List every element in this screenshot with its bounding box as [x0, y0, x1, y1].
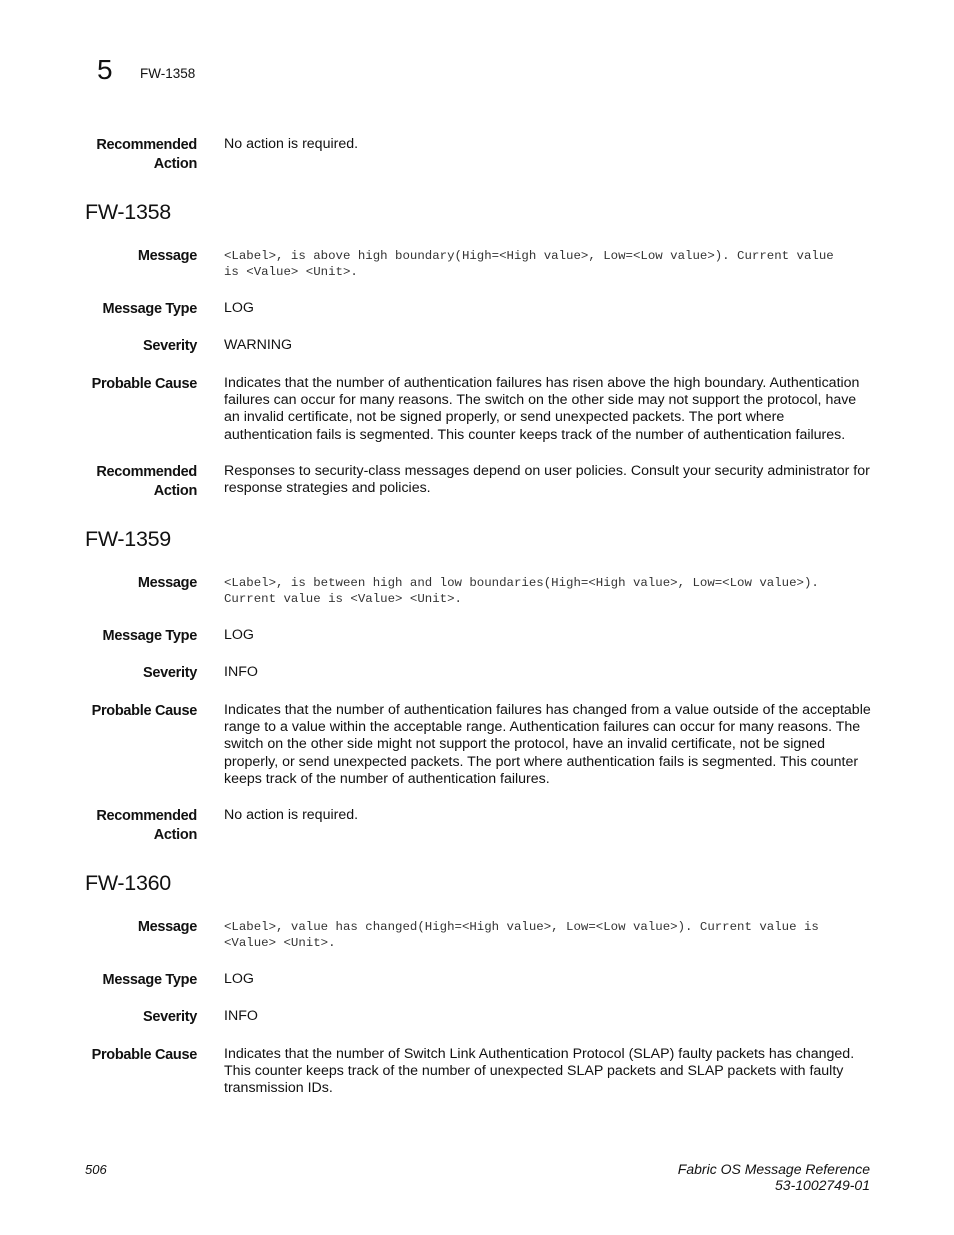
section-heading-fw-1358: FW-1358 [85, 200, 171, 224]
recommended-action-text: No action is required. [224, 807, 359, 823]
message-type-label: Message Type [102, 301, 197, 317]
probable-cause-label: Probable Cause [91, 376, 197, 392]
message-type-value: LOG [224, 971, 254, 987]
page-number: 506 [85, 1162, 107, 1177]
probable-cause-text: Indicates that the number of authentication failures has risen above the high boundary. Authentication failures can occur for many reasons. The switch on the other side may not support the protocol, have an invalid certificate, not be signed properly, or send unexpected packets. The port where authentication fails is segmented. This counter keeps track of the number of authentication failures. [224, 375, 860, 443]
message-type-value: LOG [224, 627, 254, 643]
recommended-action-label: Recommended Action [96, 137, 197, 172]
chapter-running-header: FW-1358 [140, 66, 196, 81]
recommended-action-label: Recommended Action [96, 464, 197, 499]
message-label: Message [137, 248, 197, 264]
footer-book-info [678, 1161, 870, 1193]
probable-cause-label: Probable Cause [91, 1047, 197, 1063]
section-heading-fw-1359: FW-1359 [85, 527, 171, 551]
message-type-label: Message Type [102, 972, 197, 988]
probable-cause-text: Indicates that the number of Switch Link Authentication Protocol (SLAP) faulty packets has changed. This counter keeps track of the number of unexpected SLAP packets and SLAP packets with faulty transmission IDs. [224, 1046, 855, 1097]
severity-label: Severity [142, 1009, 197, 1025]
severity-value: INFO [224, 664, 258, 680]
severity-label: Severity [142, 665, 197, 681]
severity-label: Severity [142, 338, 197, 354]
message-type-label: Message Type [102, 628, 197, 644]
probable-cause-text: Indicates that the number of authentication failures has changed from a value outside of the acceptable range to a value within the acceptable range. Authentication failures can occur for many reasons. The switch on the other side might not support the protocol, have an invalid certificate, not be signed properly, or send unexpected packets. The port where authentication fails is segmented. This counter keeps track of the number of authentication failures. [224, 702, 871, 787]
section-heading-fw-1360: FW-1360 [85, 871, 171, 895]
severity-value: WARNING [224, 337, 293, 353]
message-text: <Label>, value has changed(High=<High value>, Low=<Low value>). Current value is <Value> <Unit>. [224, 920, 819, 950]
probable-cause-label: Probable Cause [91, 703, 197, 719]
message-label: Message [137, 919, 197, 935]
document-number: 53-1002749-01 [775, 1177, 870, 1193]
recommended-action-text: Responses to security-class messages depend on user policies. Consult your security administrator for response strategies and policies. [224, 463, 870, 497]
message-text: <Label>, is between high and low boundaries(High=<High value>, Low=<Low value>). Current value is <Value> <Unit>. [224, 576, 819, 606]
severity-value: INFO [224, 1008, 258, 1024]
book-title: Fabric OS Message Reference [677, 1161, 870, 1177]
message-type-value: LOG [224, 300, 254, 316]
message-text: <Label>, is above high boundary(High=<High value>, Low=<Low value>). Current value is <Value> <Unit>. [224, 249, 834, 279]
recommended-action-text: No action is required. [224, 136, 359, 152]
message-label: Message [137, 575, 197, 591]
chapter-number: 5 [97, 54, 113, 85]
recommended-action-label: Recommended Action [96, 808, 197, 843]
